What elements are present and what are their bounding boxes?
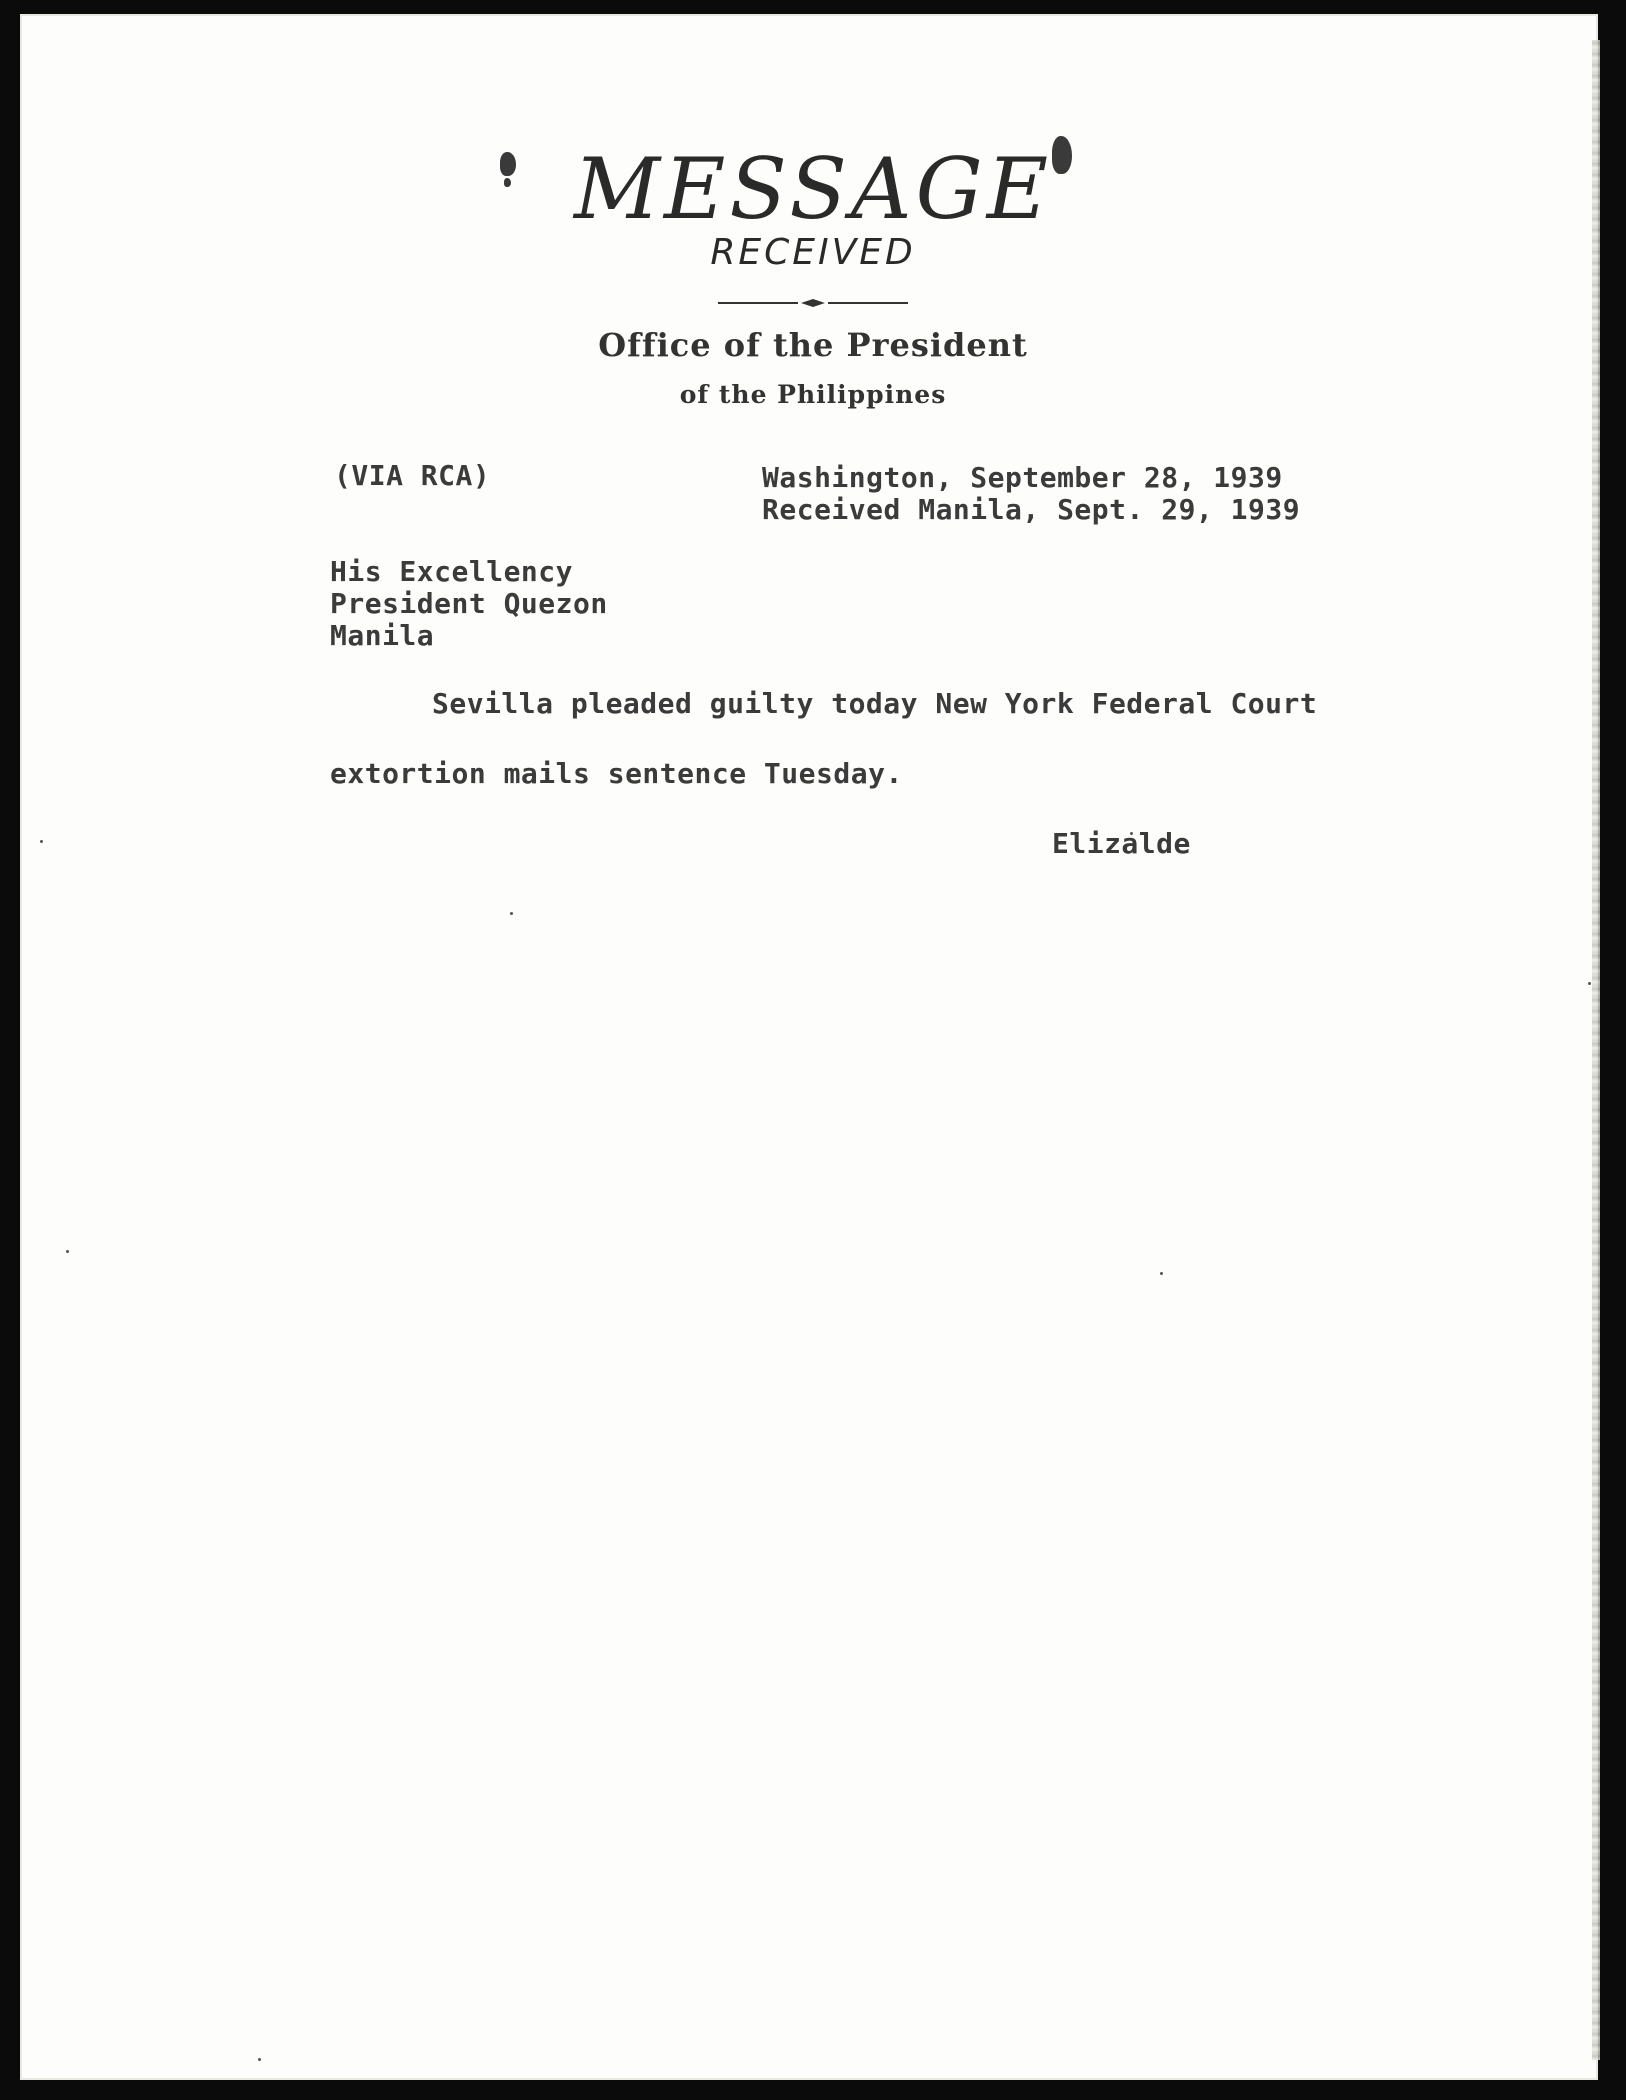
scan-speck [1160, 1272, 1163, 1275]
scan-speck [1588, 982, 1591, 985]
letterhead-divider-ornament [718, 298, 908, 308]
recipient-line1: His Excellency [330, 555, 574, 588]
signature: Elizalde [1052, 827, 1191, 860]
recipient-line2: President Quezon [330, 587, 608, 620]
message-body-line2: extortion mails sentence Tuesday. [330, 757, 903, 790]
document-page [20, 14, 1598, 2080]
scan-speck [258, 2058, 261, 2061]
letterhead-subtitle: RECEIVED [710, 232, 916, 273]
routing-via: (VIA RCA) [334, 459, 491, 492]
scan-speck [66, 1250, 69, 1253]
office-name-line2: of the Philippines [679, 380, 947, 409]
routing-received-date: Received Manila, Sept. 29, 1939 [762, 493, 1301, 526]
message-body-line1: Sevilla pleaded guilty today New York Federal Court [432, 687, 1318, 720]
scan-speck [510, 912, 513, 915]
scan-speck [40, 840, 43, 843]
recipient-line3: Manila [330, 619, 435, 652]
office-name-line1: Office of the President [598, 326, 1028, 364]
routing-sent-date: Washington, September 28, 1939 [762, 461, 1283, 494]
letterhead-title: MESSAGE [573, 140, 1053, 238]
